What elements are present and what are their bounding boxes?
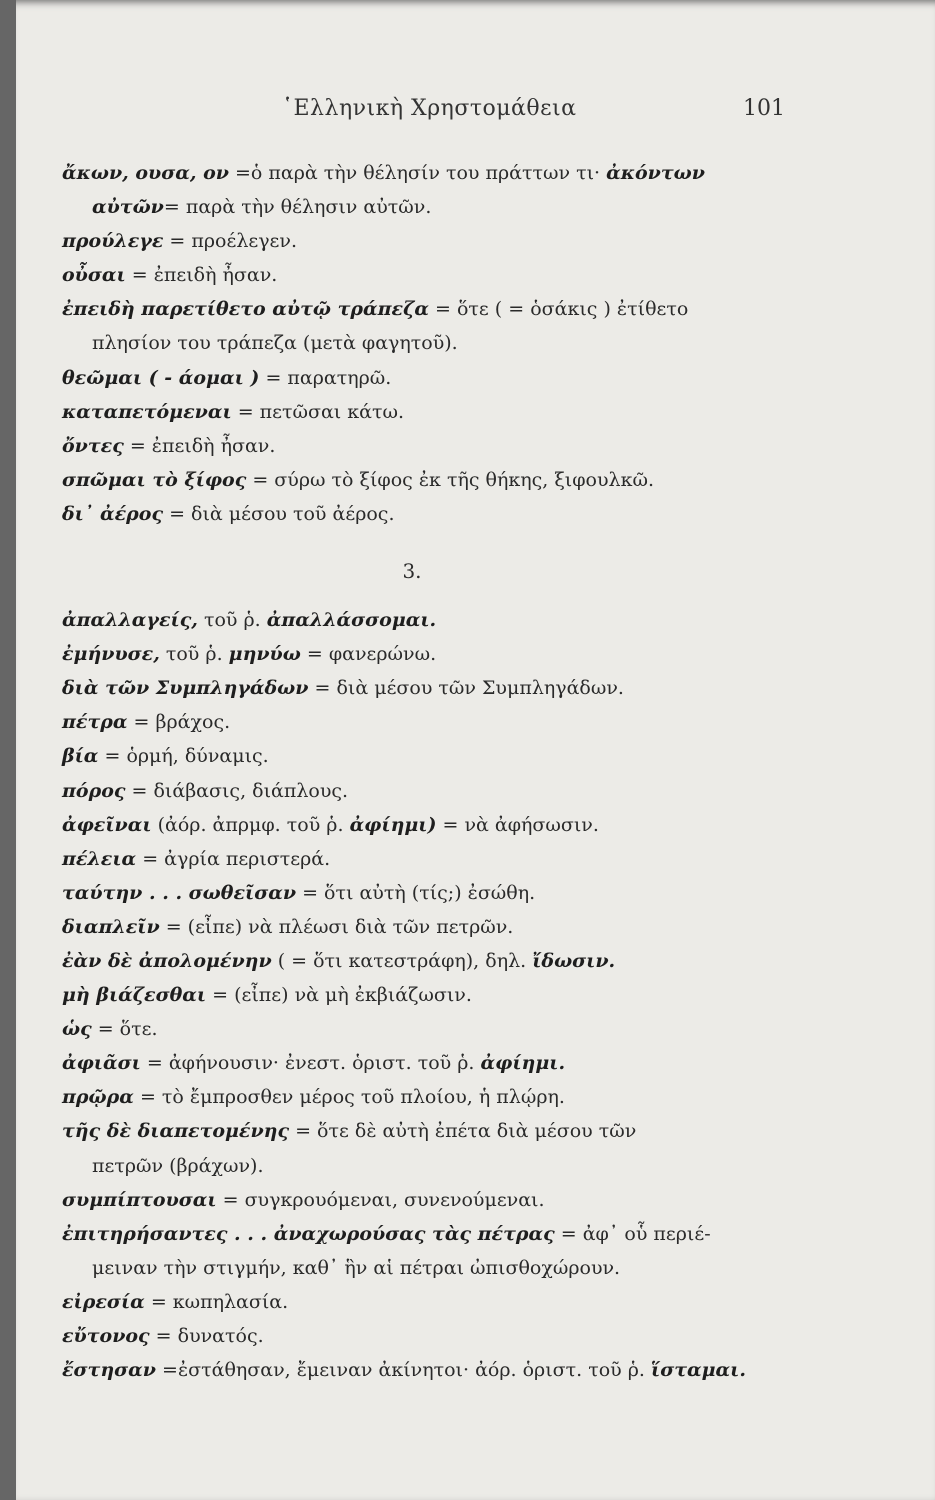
glossary-entry [62, 1114, 802, 1182]
continuation-text: = παρὰ τὴν θέλησιν αὐτῶν. [163, 196, 432, 219]
entry-term: μὴ βιάζεσθαι [62, 984, 207, 1007]
glossary-body [62, 156, 802, 1387]
entry-gloss: = ἐπειδὴ ἦσαν. [129, 434, 276, 457]
glossary-entry [62, 1353, 802, 1387]
entry-gloss: = προέλεγεν. [169, 230, 297, 253]
entry-gloss: = ὅτε. [97, 1018, 158, 1041]
glossary-entry [62, 224, 802, 258]
entry-gloss: = ἐπειδὴ ἦσαν. [131, 264, 278, 287]
glossary-entry [62, 705, 802, 739]
entry-gloss: = παρατηρῶ. [265, 366, 392, 389]
entry-gloss: τοῦ ῥ. [203, 609, 261, 632]
entry-term: ἄκων, ουσα, ον [62, 162, 229, 184]
entry-term-secondary: ἴδωσιν. [532, 949, 616, 972]
entry-term: τῆς δὲ διαπετομένης [62, 1120, 290, 1143]
entry-term: δι᾽ ἀέρος [62, 502, 164, 525]
entry-term: ἐπειδὴ παρετίθετο αὐτῷ τράπεζα [62, 298, 429, 321]
entry-term: ἀφιᾶσι [62, 1052, 141, 1075]
glossary-entry [62, 910, 802, 944]
glossary-entry [62, 1183, 802, 1217]
entry-term: διὰ τῶν Συμπληγάδων [62, 677, 309, 700]
entry-gloss: = ὅτε ( = ὁσάκις ) ἐτίθετο [435, 298, 689, 321]
glossary-entry [62, 1080, 802, 1114]
entry-gloss: = ὅτι αὐτὴ (τίς;) ἐσώθη. [302, 881, 536, 904]
entry-term: πόρος [62, 779, 126, 802]
entry-gloss: = ὅτε δὲ αὐτὴ ἐπέτα διὰ μέσου τῶν [295, 1120, 637, 1143]
entry-gloss-secondary: = νὰ ἀφήσωσιν. [442, 813, 599, 836]
glossary-entry [62, 603, 802, 637]
glossary-block-1 [62, 156, 802, 531]
entry-term: ἀφεῖναι [62, 813, 152, 836]
page-gutter-shadow [0, 0, 16, 1500]
entry-gloss: = διὰ μέσου τῶν Συμπληγάδων. [314, 677, 624, 700]
entry-term: ὡς [62, 1018, 92, 1041]
entry-term: βία [62, 745, 99, 768]
entry-term: ὄντες [62, 434, 124, 457]
continuation-term: αὐτῶν [92, 196, 164, 219]
entry-term-secondary: ἀφίημι) [349, 813, 437, 836]
glossary-entry [62, 944, 802, 978]
page-number: 101 [743, 96, 785, 121]
entry-gloss: τοῦ ῥ. [165, 643, 223, 666]
entry-term: πέτρα [62, 711, 128, 734]
glossary-entry [62, 637, 802, 671]
glossary-entry [62, 1285, 802, 1319]
entry-term-secondary: ἵσταμαι. [651, 1359, 746, 1382]
glossary-entry [62, 774, 802, 808]
entry-term: πέλεια [62, 847, 137, 870]
entry-gloss: (ἀόρ. ἀπρμφ. τοῦ ῥ. [157, 813, 344, 836]
entry-term: διαπλεῖν [62, 915, 160, 938]
continuation-text: πετρῶν (βράχων). [92, 1154, 264, 1177]
entry-gloss: = τὸ ἔμπροσθεν μέρος τοῦ πλοίου, ἡ πλῴρη. [139, 1086, 565, 1109]
entry-term: ἐμήνυσε, [62, 643, 160, 666]
entry-gloss: = ἀφήνουσιν· ἐνεστ. ὁριστ. τοῦ ῥ. [146, 1052, 475, 1075]
entry-term-secondary: ἀκόντων [606, 162, 705, 184]
entry-term: ταύτην . . . σωθεῖσαν [62, 881, 297, 904]
entry-term: οὖσαι [62, 264, 126, 287]
glossary-entry [62, 292, 802, 360]
glossary-entry [62, 258, 802, 292]
glossary-entry [62, 1217, 802, 1285]
glossary-entry [62, 808, 802, 842]
continuation-text: πλησίον του τράπεζα (μετὰ φαγητοῦ). [92, 332, 458, 355]
entry-term: συμπίπτουσαι [62, 1188, 217, 1211]
entry-continuation [62, 326, 802, 360]
glossary-entry [62, 978, 802, 1012]
glossary-entry [62, 429, 802, 463]
entry-gloss: ( = ὅτι κατεστράφη), δηλ. [277, 949, 527, 972]
glossary-entry [62, 395, 802, 429]
entry-gloss: = δυνατός. [155, 1325, 264, 1347]
entry-term-secondary: μηνύω [228, 643, 301, 666]
entry-continuation [62, 1251, 802, 1285]
glossary-entry [62, 739, 802, 773]
entry-gloss: = πετῶσαι κάτω. [237, 400, 405, 423]
glossary-block-2 [62, 603, 802, 1387]
glossary-entry [62, 497, 802, 531]
entry-gloss: =ἐστάθησαν, ἔμειναν ἀκίνητοι· ἀόρ. ὁριστ. τοῦ ῥ. [162, 1359, 645, 1382]
entry-continuation [62, 190, 802, 224]
entry-term: προύλεγε [62, 230, 164, 253]
entry-term: εἰρεσία [62, 1290, 145, 1313]
entry-term: ἐπιτηρήσαντες . . . ἀναχωρούσας τὰς πέτρας [62, 1222, 555, 1245]
entry-gloss: = (εἶπε) νὰ μὴ ἐκβιάζωσιν. [212, 984, 472, 1007]
entry-term: πρῷρα [62, 1086, 134, 1109]
entry-gloss: = κωπηλασία. [150, 1290, 289, 1313]
continuation-text: μειναν τὴν στιγμήν, καθ᾽ ἣν αἱ πέτραι ὠπισθοχώρουν. [92, 1256, 621, 1279]
section-number: 3. [402, 559, 422, 584]
entry-term-secondary: ἀπαλλάσσομαι. [266, 609, 437, 632]
entry-term: καταπετόμεναι [62, 400, 232, 423]
entry-term: εὔτονος [62, 1325, 150, 1347]
entry-gloss: = ὁρμή, δύναμις. [104, 745, 269, 768]
glossary-entry [62, 361, 802, 395]
glossary-entry [62, 1319, 802, 1353]
glossary-entry [62, 842, 802, 876]
glossary-entry [62, 156, 802, 224]
entry-gloss: = διάβασις, διάπλους. [131, 779, 349, 802]
entry-term: σπῶμαι τὸ ξίφος [62, 468, 247, 491]
entry-continuation [62, 1149, 802, 1183]
entry-gloss: =ὁ παρὰ τὴν θέλησίν του πράττων τι· [234, 162, 601, 184]
entry-gloss: = ἀφ᾽ οὗ περιέ- [560, 1222, 711, 1245]
entry-term-secondary: ἀφίημι. [480, 1052, 566, 1075]
entry-gloss: = ἀγρία περιστερά. [142, 847, 331, 870]
entry-gloss: = βράχος. [133, 711, 231, 734]
entry-gloss: = σύρω τὸ ξίφος ἐκ τῆς θήκης, ξιφουλκῶ. [252, 468, 654, 491]
entry-term: ἔστησαν [62, 1359, 156, 1382]
glossary-entry [62, 876, 802, 910]
glossary-entry [62, 1012, 802, 1046]
glossary-entry [62, 1046, 802, 1080]
entry-term: ἀπαλλαγείς, [62, 609, 198, 632]
glossary-entry [62, 463, 802, 497]
entry-term: θεῶμαι ( - άομαι ) [62, 366, 260, 389]
entry-gloss: = διὰ μέσου τοῦ ἀέρος. [169, 502, 395, 525]
glossary-entry [62, 671, 802, 705]
entry-gloss-secondary: = φανερώνω. [306, 643, 437, 666]
entry-term: ἐὰν δὲ ἀπολομένην [62, 949, 272, 972]
running-title: ῾Ελληνικὴ Χρηστομάθεια [282, 96, 577, 121]
entry-gloss: = (εἶπε) νὰ πλέωσι διὰ τῶν πετρῶν. [165, 915, 514, 938]
entry-gloss: = συγκρουόμεναι, συνενούμεναι. [222, 1188, 545, 1211]
